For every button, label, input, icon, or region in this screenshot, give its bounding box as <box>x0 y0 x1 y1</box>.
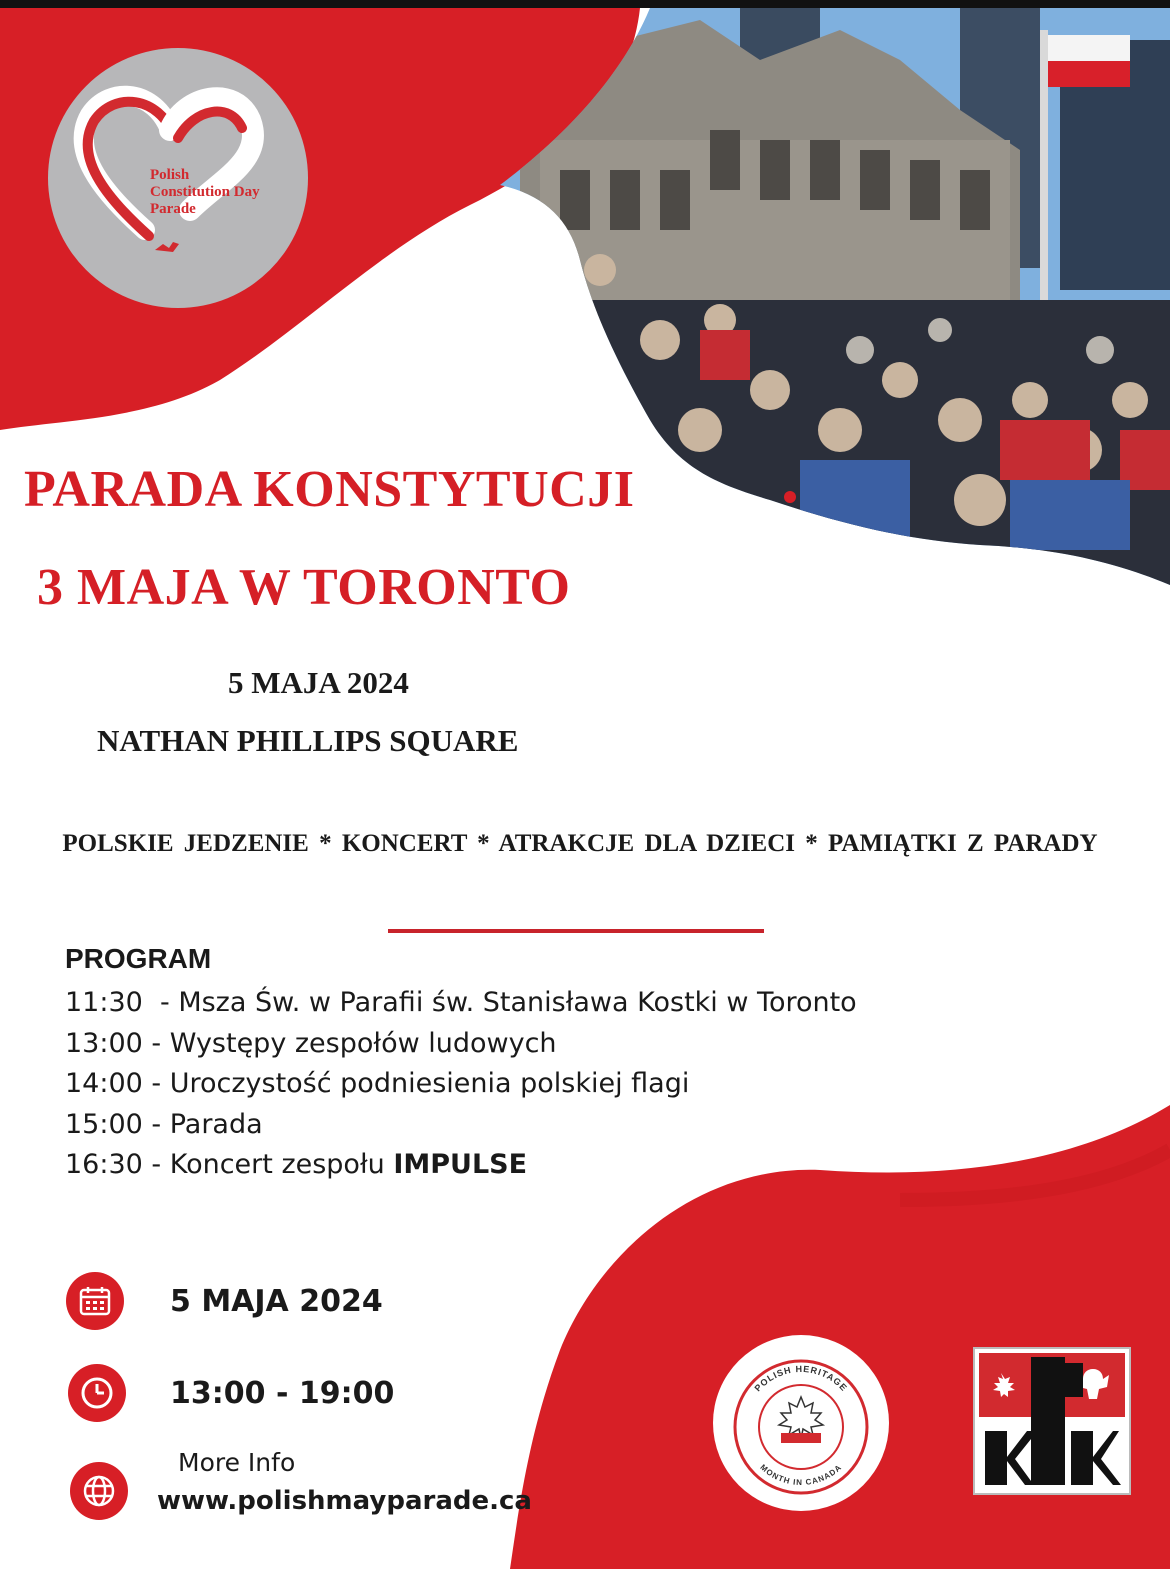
title-line-2: 3 MAJA W TORONTO <box>37 559 571 616</box>
program-time: 15:00 <box>65 1108 143 1140</box>
program-text: - Koncert zespołu <box>142 1149 394 1180</box>
globe-icon <box>70 1462 128 1520</box>
polish-heritage-badge <box>713 1335 889 1511</box>
info-time: 13:00 - 19:00 <box>170 1376 395 1411</box>
svg-text:POLISH HERITAGE <box>753 1364 850 1393</box>
program-band-name: IMPULSE <box>393 1149 528 1180</box>
title-line-1: PARADA KONSTYTUCJI <box>24 461 635 518</box>
logo-line-2: Constitution Day <box>150 184 260 200</box>
calendar-icon <box>66 1272 124 1330</box>
program-text: - Parada <box>142 1108 263 1140</box>
program-time: 11:30 <box>65 987 152 1018</box>
program-item <box>65 983 857 1024</box>
program-item <box>65 1145 857 1186</box>
logo-line-1: Polish <box>150 167 190 183</box>
program-item <box>65 1105 857 1146</box>
event-date: 5 MAJA 2024 <box>228 665 409 700</box>
logo-text <box>150 167 260 218</box>
info-date: 5 MAJA 2024 <box>170 1284 383 1319</box>
clock-icon <box>68 1364 126 1422</box>
program-item <box>65 1024 857 1065</box>
kpk-logo <box>973 1347 1131 1495</box>
logo-line-3: Parade <box>150 201 196 217</box>
program-text: - Msza Św. w Parafii św. Stanisława Kostki w Toronto <box>151 987 857 1018</box>
program-item <box>65 1064 857 1105</box>
svg-text:MONTH IN CANADA <box>758 1463 843 1487</box>
more-info-label: More Info <box>178 1448 296 1477</box>
divider <box>388 929 764 933</box>
program-time: 16:30 <box>65 1149 143 1180</box>
badge-top-text: POLISH HERITAGE <box>752 1363 850 1394</box>
program-time: 14:00 <box>65 1068 143 1099</box>
program-time: 13:00 <box>65 1027 143 1059</box>
website-link[interactable]: www.polishmayparade.ca <box>157 1486 532 1516</box>
program-list <box>65 983 857 1186</box>
event-place: NATHAN PHILLIPS SQUARE <box>97 723 519 758</box>
badge-bottom-text: MONTH IN CANADA <box>758 1462 844 1488</box>
program-heading: PROGRAM <box>65 943 212 974</box>
program-text: - Uroczystość podniesienia polskiej flagi <box>142 1068 690 1099</box>
features-line: POLSKIE JEDZENIE * KONCERT * ATRAKCJE DLA DZIECI * PAMIĄTKI Z PARADY <box>62 830 1098 857</box>
program-text: - Występy zespołów ludowych <box>142 1027 557 1059</box>
